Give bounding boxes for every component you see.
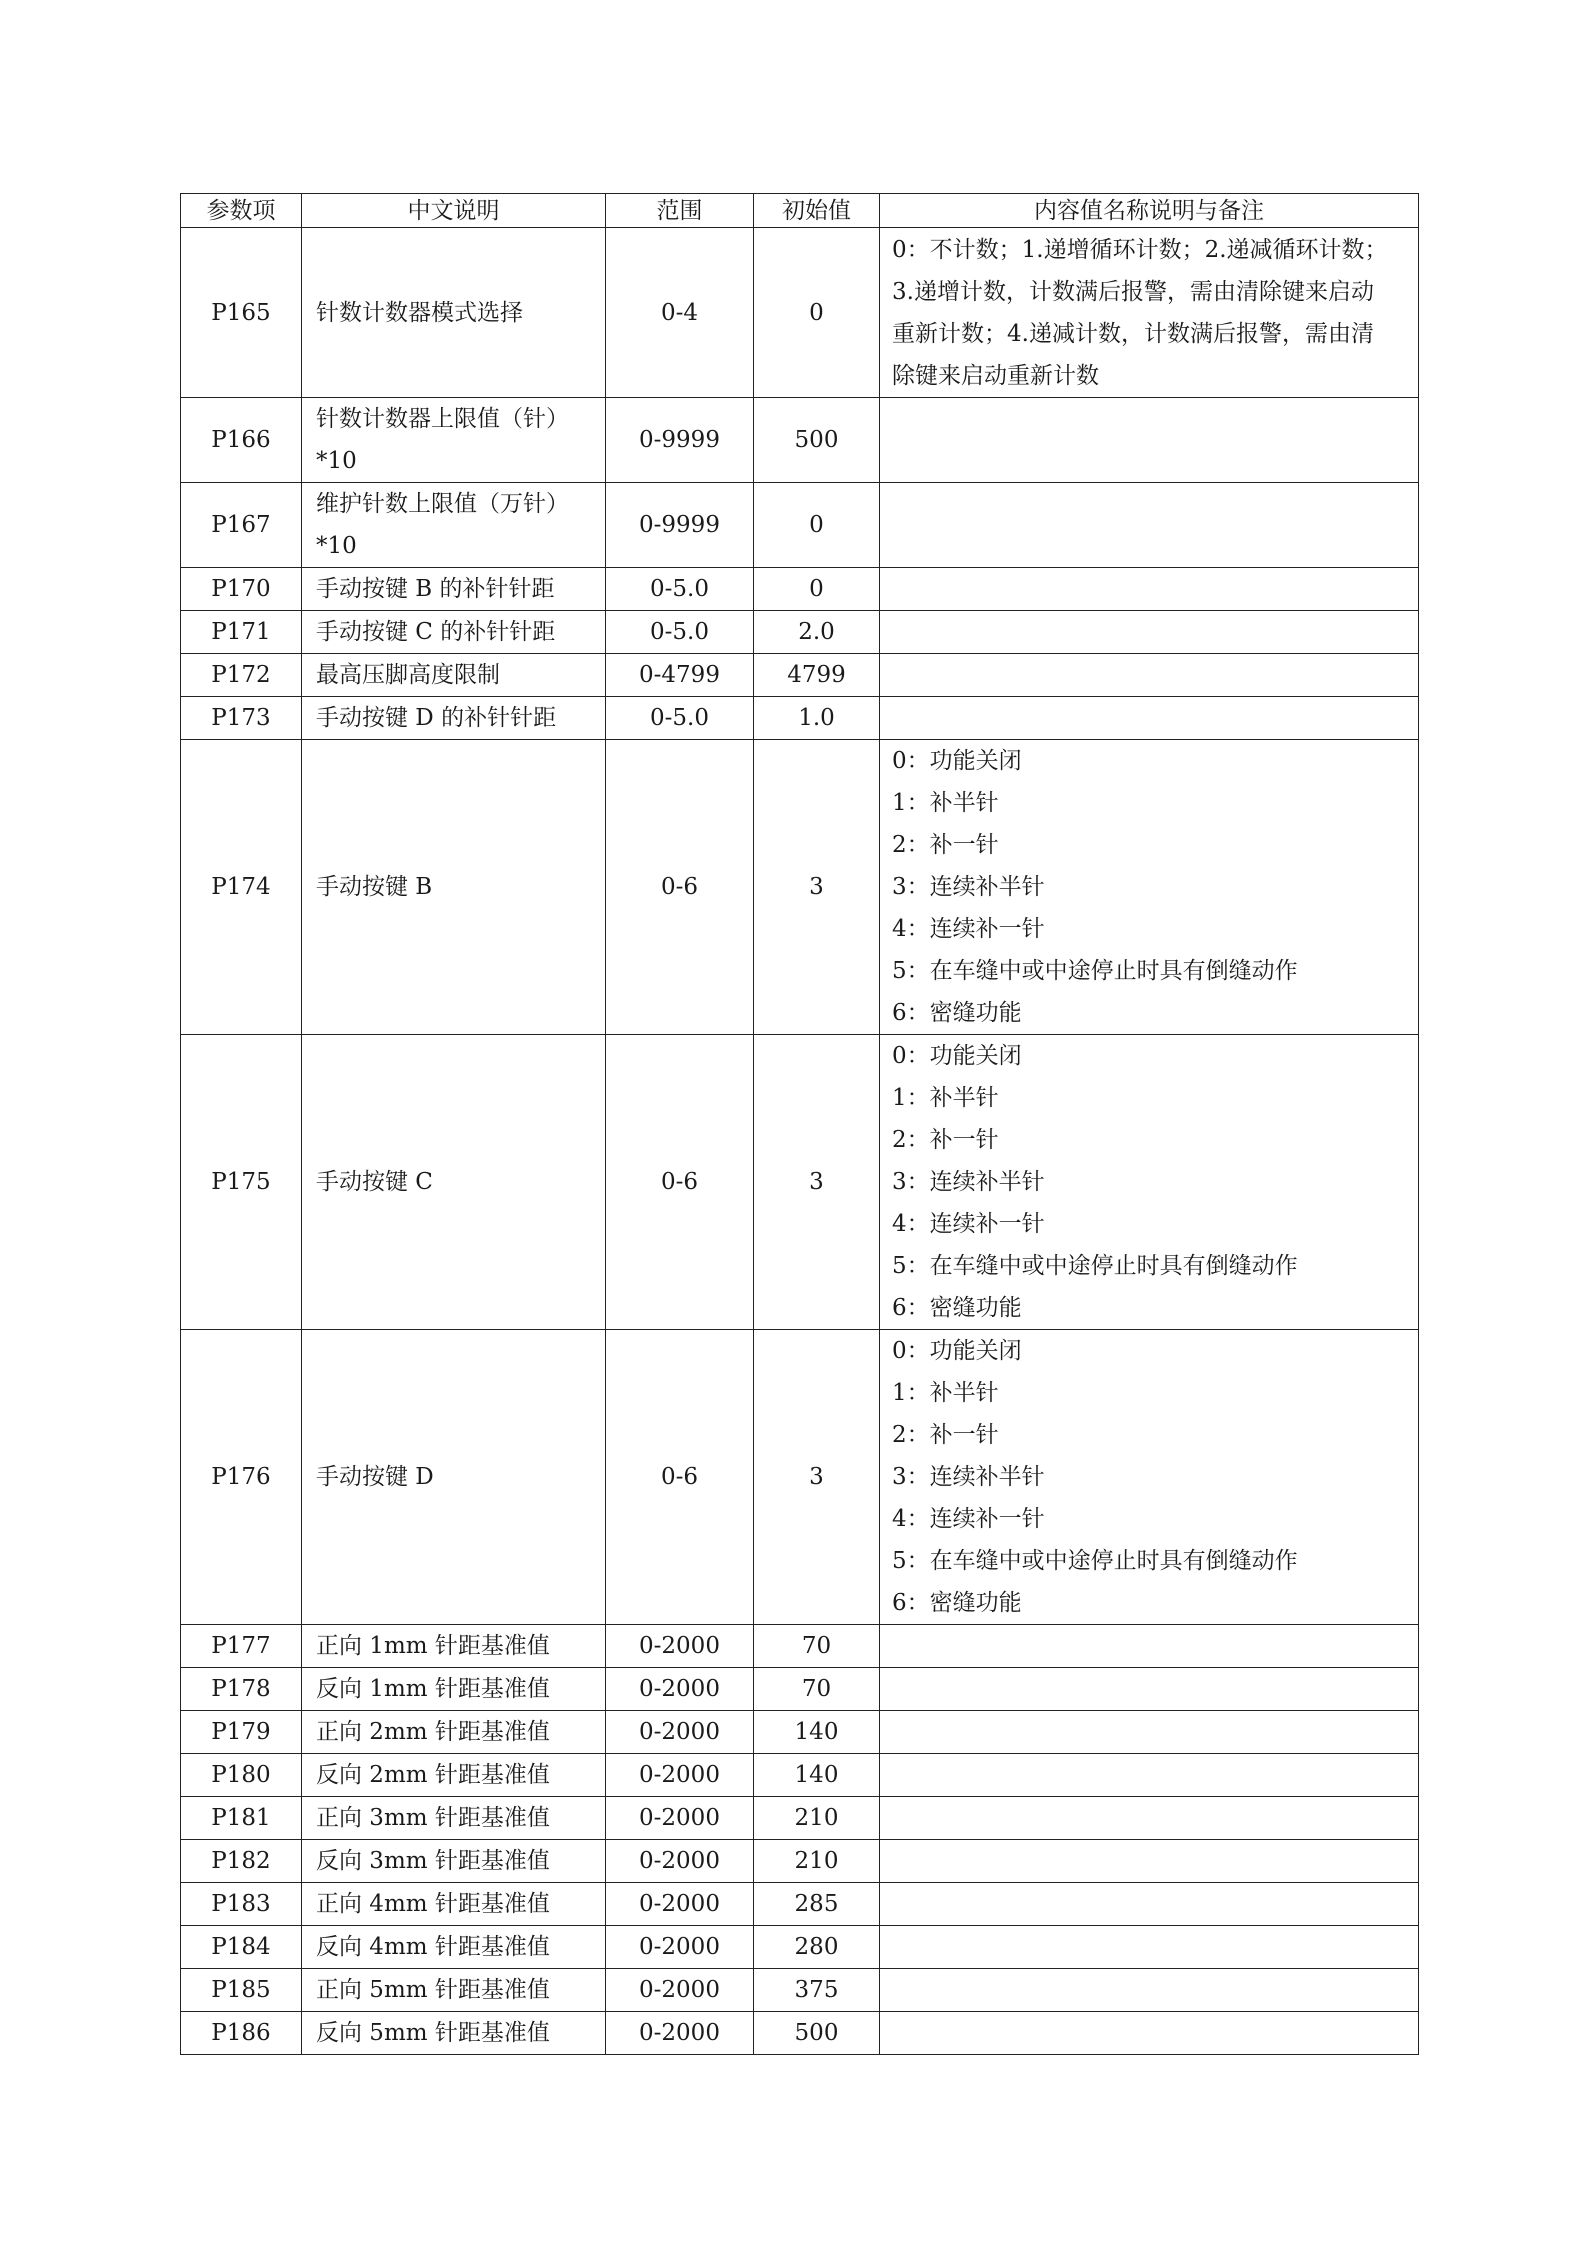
note-line: 3.递增计数，计数满后报警，需由清除键来启动 (892, 278, 1374, 305)
table-row (181, 1711, 1419, 1754)
table-row (181, 654, 1419, 697)
cell-range: 0-2000 (606, 1754, 754, 1797)
cell-notes (880, 1668, 1419, 1711)
cell-description (302, 1668, 606, 1711)
cell-notes (880, 1797, 1419, 1840)
note-line: 1：补半针 (892, 1380, 999, 1406)
note-line: 0：不计数；1.递增循环计数；2.递减循环计数； (892, 236, 1388, 263)
cell-range: 0-2000 (606, 1797, 754, 1840)
note-line: 6：密缝功能 (892, 1000, 1022, 1026)
cell-notes (880, 228, 1419, 398)
cell-initial-value: 70 (754, 1668, 880, 1711)
cell-notes (880, 483, 1419, 568)
cell-notes (880, 740, 1419, 1035)
cell-range: 0-2000 (606, 1969, 754, 2012)
cell-range: 0-2000 (606, 1711, 754, 1754)
note-line: 2：补一针 (892, 1127, 999, 1153)
note-line: 除键来启动重新计数 (892, 362, 1099, 389)
cell-initial-value: 3 (754, 740, 880, 1035)
description-line: 最高压脚高度限制 (316, 662, 500, 688)
cell-notes (880, 398, 1419, 483)
table-row (181, 1035, 1419, 1330)
note-line: 3：连续补半针 (892, 1169, 1045, 1195)
cell-range: 0-5.0 (606, 697, 754, 740)
cell-initial-value: 375 (754, 1969, 880, 2012)
note-line: 3：连续补半针 (892, 1464, 1045, 1490)
table-row (181, 483, 1419, 568)
parameter-table (180, 193, 1419, 2055)
table-row (181, 697, 1419, 740)
cell-range: 0-9999 (606, 398, 754, 483)
cell-initial-value: 500 (754, 2012, 880, 2055)
cell-initial-value: 140 (754, 1754, 880, 1797)
cell-description (302, 611, 606, 654)
cell-notes (880, 654, 1419, 697)
cell-range: 0-2000 (606, 1840, 754, 1883)
cell-param: P186 (181, 2012, 302, 2055)
cell-param: P180 (181, 1754, 302, 1797)
note-line: 6：密缝功能 (892, 1295, 1022, 1321)
cell-param: P184 (181, 1926, 302, 1969)
cell-param: P173 (181, 697, 302, 740)
note-line: 4：连续补一针 (892, 916, 1045, 942)
note-line: 5：在车缝中或中途停止时具有倒缝动作 (892, 1548, 1298, 1574)
description-line: 针数计数器上限值（针） (316, 406, 569, 432)
header-range: 范围 (606, 194, 754, 228)
description-line: 正向 1mm 针距基准值 (316, 1633, 550, 1659)
note-line: 2：补一针 (892, 832, 999, 858)
table-row (181, 1330, 1419, 1625)
cell-range: 0-9999 (606, 483, 754, 568)
table-row (181, 1883, 1419, 1926)
note-line: 3：连续补半针 (892, 874, 1045, 900)
description-line: 反向 3mm 针距基准值 (316, 1848, 550, 1874)
cell-param: P166 (181, 398, 302, 483)
description-line: 正向 5mm 针距基准值 (316, 1977, 550, 2003)
cell-initial-value: 285 (754, 1883, 880, 1926)
cell-notes (880, 1711, 1419, 1754)
cell-initial-value: 1.0 (754, 697, 880, 740)
description-line: 正向 3mm 针距基准值 (316, 1805, 550, 1831)
header-initial-value: 初始值 (754, 194, 880, 228)
cell-range: 0-2000 (606, 2012, 754, 2055)
header-description: 中文说明 (302, 194, 606, 228)
cell-description (302, 740, 606, 1035)
header-param: 参数项 (181, 194, 302, 228)
description-line: 针数计数器模式选择 (316, 299, 523, 326)
note-line: 重新计数；4.递减计数，计数满后报警，需由清 (892, 320, 1374, 347)
cell-description (302, 568, 606, 611)
cell-notes (880, 1754, 1419, 1797)
cell-range: 0-4 (606, 228, 754, 398)
cell-range: 0-6 (606, 740, 754, 1035)
cell-description (302, 1711, 606, 1754)
cell-param: P182 (181, 1840, 302, 1883)
note-line: 1：补半针 (892, 1085, 999, 1111)
note-line: 6：密缝功能 (892, 1590, 1022, 1616)
description-line: 手动按键 C 的补针针距 (316, 619, 556, 645)
cell-initial-value: 2.0 (754, 611, 880, 654)
table-row (181, 611, 1419, 654)
description-line: 手动按键 D (316, 1464, 434, 1490)
cell-description (302, 1883, 606, 1926)
cell-range: 0-6 (606, 1330, 754, 1625)
cell-description (302, 654, 606, 697)
note-line: 2：补一针 (892, 1422, 999, 1448)
table-row (181, 1969, 1419, 2012)
note-line: 0：功能关闭 (892, 1338, 1022, 1364)
cell-notes (880, 568, 1419, 611)
cell-description (302, 483, 606, 568)
cell-param: P178 (181, 1668, 302, 1711)
description-line: 反向 2mm 针距基准值 (316, 1762, 550, 1788)
description-line: *10 (316, 448, 357, 474)
cell-notes (880, 1926, 1419, 1969)
description-line: 反向 4mm 针距基准值 (316, 1934, 550, 1960)
cell-notes (880, 697, 1419, 740)
cell-param: P183 (181, 1883, 302, 1926)
cell-initial-value: 500 (754, 398, 880, 483)
cell-range: 0-5.0 (606, 611, 754, 654)
note-line: 5：在车缝中或中途停止时具有倒缝动作 (892, 958, 1298, 984)
cell-description (302, 398, 606, 483)
cell-notes (880, 1625, 1419, 1668)
cell-initial-value: 70 (754, 1625, 880, 1668)
cell-description (302, 2012, 606, 2055)
description-line: *10 (316, 533, 357, 559)
cell-description (302, 1797, 606, 1840)
cell-description (302, 1754, 606, 1797)
description-line: 反向 5mm 针距基准值 (316, 2020, 550, 2046)
cell-initial-value: 210 (754, 1797, 880, 1840)
note-line: 0：功能关闭 (892, 748, 1022, 774)
description-line: 正向 4mm 针距基准值 (316, 1891, 550, 1917)
cell-param: P171 (181, 611, 302, 654)
table-row (181, 1668, 1419, 1711)
table-row (181, 1797, 1419, 1840)
cell-param: P185 (181, 1969, 302, 2012)
table-row (181, 2012, 1419, 2055)
table-row (181, 1840, 1419, 1883)
cell-param: P165 (181, 228, 302, 398)
cell-description (302, 697, 606, 740)
table-body (181, 228, 1419, 2055)
cell-notes (880, 1883, 1419, 1926)
note-line: 4：连续补一针 (892, 1506, 1045, 1532)
cell-range: 0-6 (606, 1035, 754, 1330)
cell-param: P167 (181, 483, 302, 568)
note-line: 0：功能关闭 (892, 1043, 1022, 1069)
cell-initial-value: 3 (754, 1035, 880, 1330)
cell-param: P177 (181, 1625, 302, 1668)
cell-param: P181 (181, 1797, 302, 1840)
cell-description (302, 1035, 606, 1330)
note-line: 5：在车缝中或中途停止时具有倒缝动作 (892, 1253, 1298, 1279)
cell-notes (880, 611, 1419, 654)
table-row (181, 398, 1419, 483)
cell-range: 0-2000 (606, 1883, 754, 1926)
cell-initial-value: 0 (754, 483, 880, 568)
cell-initial-value: 3 (754, 1330, 880, 1625)
description-line: 手动按键 D 的补针针距 (316, 705, 557, 731)
table-header-row (181, 194, 1419, 228)
cell-param: P174 (181, 740, 302, 1035)
note-line: 1：补半针 (892, 790, 999, 816)
cell-description (302, 1330, 606, 1625)
cell-param: P175 (181, 1035, 302, 1330)
cell-param: P176 (181, 1330, 302, 1625)
cell-description (302, 1840, 606, 1883)
cell-notes (880, 1035, 1419, 1330)
table-row (181, 228, 1419, 398)
cell-notes (880, 1330, 1419, 1625)
cell-range: 0-2000 (606, 1926, 754, 1969)
cell-initial-value: 280 (754, 1926, 880, 1969)
description-line: 维护针数上限值（万针） (316, 491, 569, 517)
cell-range: 0-5.0 (606, 568, 754, 611)
description-line: 手动按键 B (316, 874, 433, 900)
cell-param: P179 (181, 1711, 302, 1754)
cell-description (302, 1969, 606, 2012)
cell-notes (880, 1840, 1419, 1883)
cell-description (302, 1926, 606, 1969)
cell-param: P172 (181, 654, 302, 697)
description-line: 正向 2mm 针距基准值 (316, 1719, 550, 1745)
description-line: 反向 1mm 针距基准值 (316, 1676, 550, 1702)
cell-range: 0-2000 (606, 1668, 754, 1711)
table-row (181, 1625, 1419, 1668)
cell-initial-value: 4799 (754, 654, 880, 697)
cell-initial-value: 140 (754, 1711, 880, 1754)
table-row (181, 740, 1419, 1035)
table-row (181, 1926, 1419, 1969)
table-row (181, 568, 1419, 611)
description-line: 手动按键 C (316, 1169, 433, 1195)
cell-description (302, 1625, 606, 1668)
header-notes: 内容值名称说明与备注 (880, 194, 1419, 228)
cell-description (302, 228, 606, 398)
cell-initial-value: 0 (754, 568, 880, 611)
cell-initial-value: 0 (754, 228, 880, 398)
cell-initial-value: 210 (754, 1840, 880, 1883)
cell-range: 0-4799 (606, 654, 754, 697)
cell-notes (880, 2012, 1419, 2055)
cell-param: P170 (181, 568, 302, 611)
cell-range: 0-2000 (606, 1625, 754, 1668)
cell-notes (880, 1969, 1419, 2012)
note-line: 4：连续补一针 (892, 1211, 1045, 1237)
description-line: 手动按键 B 的补针针距 (316, 576, 555, 602)
table-row (181, 1754, 1419, 1797)
